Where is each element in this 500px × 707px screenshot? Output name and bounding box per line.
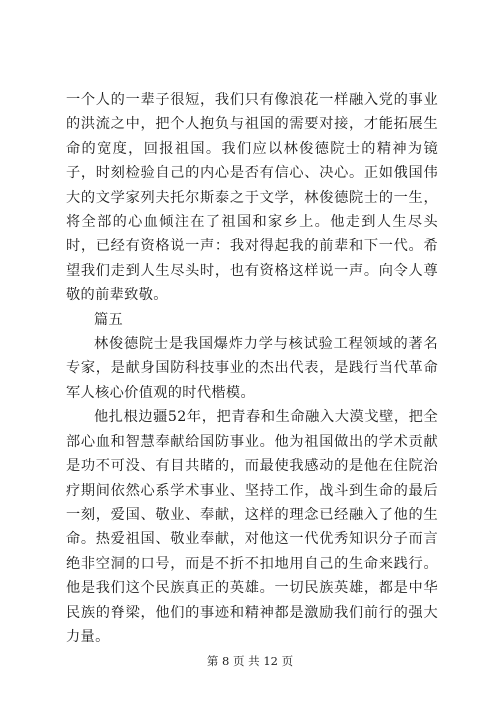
document-body [66,88,438,649]
body-paragraph: 一个人的一辈子很短，我们只有像浪花一样融入党的事业的洪流之中，把个人抱负与祖国的需要对接，才能拓展生命的宽度，回报祖国。我们应以林俊德院士的精神为镜子，时刻检验自己的内心是否有信心、决心。正如俄国伟大的文学家列夫托尔斯泰之于文学，林俊德院士的一生，将全部的心血倾注在了祖国和家乡上。他走到人生尽头时，已经有资格说一声：我对得起我的前辈和下一代。希望我们走到人生尽头时，也有资格这样说一声。向令人尊敬的前辈致敬。 [66,92,438,304]
section-heading: 篇五 [94,311,124,328]
body-paragraph: 他扎根边疆52年，把青春和生命融入大漠戈壁，把全部心血和智慧奉献给国防事业。他为祖国做出的学术贡献是功不可没、有目共睹的，而最使我感动的是他在住院治疗期间依然心系学术事业、坚持工作，战斗到生命的最后一刻，爱国、敬业、奉献，这样的理念已经融入了他的生命。热爱祖国、敬业奉献，对他这一代优秀知识分子而言绝非空洞的口号，而是不折不扣地用自己的生命来践行。他是我们这个民族真正的英雄。一切民族英雄，都是中华民族的脊梁，他们的事迹和精神都是激励我们前行的强大力量。 [66,409,438,645]
page-footer: 第 8 页 共 12 页 [206,654,294,668]
body-paragraph: 林俊德院士是我国爆炸力学与核试验工程领域的著名专家，是献身国防科技事业的杰出代表，是践行当代革命军人核心价值观的时代楷模。 [66,336,438,401]
